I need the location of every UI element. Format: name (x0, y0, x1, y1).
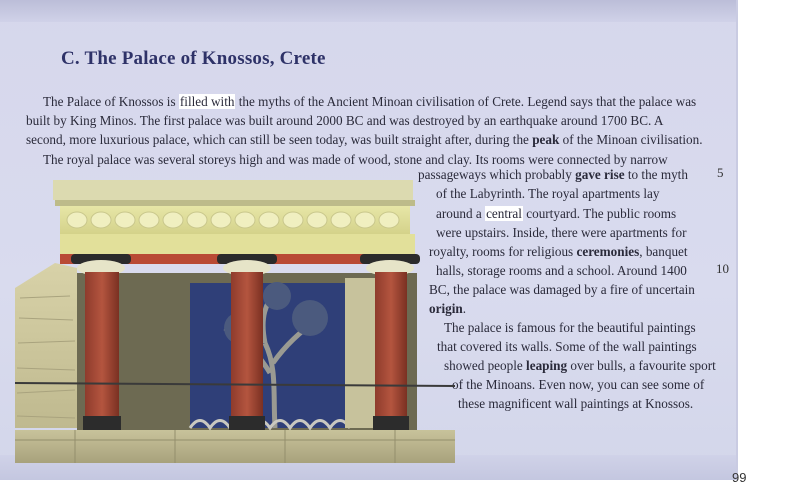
text-run: showed people (444, 358, 527, 373)
p3-line-2: that covered its walls. Some of the wall paintings (437, 339, 697, 354)
text-run: passageways which probably (418, 167, 576, 182)
p2-line-3: of the Labyrinth. The royal apartments lay (436, 186, 660, 201)
bold-term: peak (532, 132, 560, 147)
line-number-5: 5 (717, 165, 724, 180)
p2-line-6 (429, 242, 688, 262)
bold-term: ceremonies (576, 244, 640, 259)
text-run: the myths of the Ancient Minoan civilisation of Crete. Legend says that the palace was (235, 94, 697, 109)
highlighted-term: central (486, 206, 522, 221)
text-run: around a (436, 206, 486, 221)
line-number-10: 10 (716, 261, 729, 276)
stone-pillar (345, 278, 375, 428)
p2-line-2 (418, 165, 688, 185)
p2-line-4 (436, 204, 676, 224)
p3-line-1: The palace is famous for the beautiful paintings (444, 320, 696, 335)
page-number: 99 (732, 470, 747, 485)
text-run: to the myth (624, 167, 688, 182)
p1-line-3 (26, 130, 703, 150)
p2-line-1: The royal palace was several storeys high and was made of wood, stone and clay. Its rooms were connected by narrow (43, 152, 668, 167)
palace-photo (15, 178, 455, 463)
section-title: C. The Palace of Knossos, Crete (61, 48, 326, 69)
text-run: over bulls, a favourite sport (567, 358, 716, 373)
text-run: . (462, 301, 466, 316)
lintel-beam (60, 234, 415, 254)
bold-term: gave rise (575, 167, 625, 182)
roof-slab-front (55, 200, 415, 206)
bold-term: leaping (526, 358, 568, 373)
p3-line-5: these magnificent wall paintings at Knossos. (458, 396, 694, 411)
p3-line-4: of the Minoans. Even now, you can see some of (452, 377, 705, 392)
stone-wall (15, 263, 77, 428)
stone-base (15, 430, 455, 463)
top-bleed-band (0, 0, 736, 22)
text-run: second, more luxurious palace, which can still be seen today, was built straight after, during the (26, 132, 533, 147)
p3-line-3 (444, 356, 716, 376)
text-run: courtyard. The public rooms (522, 206, 677, 221)
bold-term: origin (429, 301, 463, 316)
fresco-foliage (263, 282, 291, 310)
roof-slab (53, 180, 413, 200)
text-run: , banquet (639, 244, 688, 259)
text-run: of the Minoan civilisation. (559, 132, 703, 147)
text-run: The Palace of Knossos is (43, 94, 179, 109)
p2-line-5: were upstairs. Inside, there were apartments for (436, 225, 687, 240)
text-run: royalty, rooms for religious (429, 244, 577, 259)
highlighted-term: filled with (179, 94, 235, 109)
p1-line-2: built by King Minos. The first palace was built around 2000 BC and was destroyed by an earthquake around 1700 BC. A (26, 113, 664, 128)
p2-line-7: halls, storage rooms and a school. Around 1400 (436, 263, 687, 278)
fresco-foliage (292, 300, 328, 336)
p1-line-1 (43, 92, 696, 112)
scan-margin (738, 0, 800, 480)
p2-line-8: BC, the palace was damaged by a fire of uncertain (429, 282, 695, 297)
